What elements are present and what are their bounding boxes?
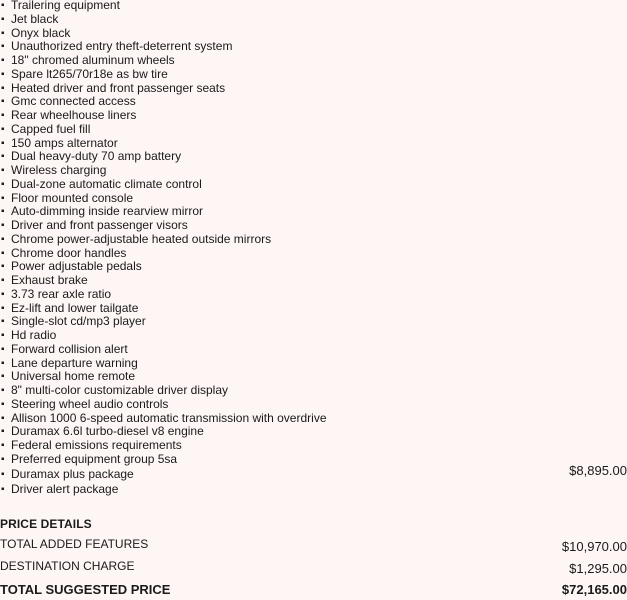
feature-label: Duramax plus package [11,466,134,481]
feature-label: Spare lt265/70r18e as bw tire [11,66,168,81]
feature-item [0,192,627,206]
destination-charge-value: $1,295.00 [569,561,627,576]
bullet-icon: ▪ [1,330,5,341]
bullet-icon: ▪ [1,206,5,218]
total-added-features-value: $10,970.00 [561,539,627,554]
feature-item [0,150,627,164]
feature-item [0,384,627,398]
feature-label: Trailering equipment [11,0,120,12]
bullet-icon: ▪ [1,468,5,480]
feature-label: Wireless charging [11,163,107,177]
feature-item [0,0,627,13]
feature-label: Dual heavy-duty 70 amp battery [11,149,182,164]
feature-label: 8" multi-color customizable driver display [11,383,229,397]
bullet-icon: ▪ [1,275,5,286]
feature-item [0,439,627,453]
feature-item [0,123,627,137]
total-suggested-price-value: $72,165.00 [561,582,627,597]
bullet-icon: ▪ [1,110,5,121]
feature-label: Dual-zone automatic climate control [11,176,202,191]
feature-item [0,54,627,68]
feature-label: Forward collision alert [11,341,128,356]
bullet-icon: ▪ [1,41,5,53]
feature-item [0,205,627,219]
feature-label: Chrome power-adjustable heated outside mirrors [11,231,272,246]
bullet-icon: ▪ [1,55,5,66]
feature-item [0,260,627,274]
feature-item [0,462,627,482]
feature-label: Rear wheelhouse liners [11,108,137,122]
feature-item [0,137,627,151]
feature-label: Heated driver and front passenger seats [11,80,226,95]
feature-label: Preferred equipment group 5sa [11,451,178,466]
bullet-icon: ▪ [1,178,5,190]
feature-item [0,453,627,467]
feature-label: Driver alert package [11,481,119,496]
feature-item [0,398,627,412]
feature-label: Unauthorized entry theft-deterrent system [11,39,233,54]
feature-label: Floor mounted console [11,190,134,205]
total-added-features-row [0,537,627,555]
feature-label: Onyx black [11,25,71,40]
feature-item [0,425,627,439]
feature-item [0,370,627,384]
feature-item [0,109,627,123]
feature-label: Power adjustable pedals [11,259,142,274]
bullet-icon: ▪ [1,192,5,204]
feature-label: Universal home remote [11,369,136,384]
bullet-icon: ▪ [1,96,5,108]
bullet-icon: ▪ [1,412,5,424]
bullet-icon: ▪ [1,440,5,451]
bullet-icon: ▪ [1,385,5,396]
feature-label: Exhaust brake [11,273,88,287]
feature-item [0,82,627,96]
feature-item [0,233,627,247]
feature-item [0,164,627,178]
bullet-icon: ▪ [1,288,5,300]
bullet-icon: ▪ [1,123,5,135]
feature-label: 3.73 rear axle ratio [11,286,112,301]
feature-item [0,219,627,233]
bullet-icon: ▪ [1,13,5,25]
bullet-icon: ▪ [1,233,5,245]
total-suggested-price-label: TOTAL SUGGESTED PRICE [0,582,171,597]
bullet-icon: ▪ [1,426,5,438]
destination-charge-label: DESTINATION CHARGE [0,559,135,573]
feature-item [0,13,627,27]
total-suggested-price-row [0,582,627,600]
feature-label: Single-slot cd/mp3 player [11,314,146,329]
feature-item [0,178,627,192]
feature-label: Steering wheel audio controls [11,396,169,411]
feature-item [0,40,627,54]
feature-item [0,27,627,41]
feature-item [0,412,627,426]
bullet-icon: ▪ [1,453,5,465]
feature-label: Allison 1000 6-speed automatic transmission with overdrive [11,410,327,425]
bullet-icon: ▪ [1,137,5,149]
feature-item [0,95,627,109]
bullet-icon: ▪ [1,302,5,314]
bullet-icon: ▪ [1,220,5,231]
bullet-icon: ▪ [1,151,5,163]
bullet-icon: ▪ [1,483,5,495]
feature-label: Gmc connected access [11,94,136,109]
feature-label: Hd radio [11,328,57,342]
feature-label: Driver and front passenger visors [11,218,188,232]
bullet-icon: ▪ [1,0,5,11]
feature-label: Capped fuel fill [11,121,91,136]
total-added-features-label: TOTAL ADDED FEATURES [0,537,149,551]
feature-item [0,68,627,82]
bullet-icon: ▪ [1,371,5,383]
bullet-icon: ▪ [1,165,5,176]
feature-label: 18" chromed aluminum wheels [11,53,175,67]
feature-item [0,315,627,329]
feature-price: $8,895.00 [569,462,627,478]
bullet-icon: ▪ [1,27,5,39]
destination-charge-row [0,559,627,577]
bullet-icon: ▪ [1,357,5,369]
feature-item [0,329,627,343]
feature-item [0,302,627,316]
feature-item [0,288,627,302]
bullet-icon: ▪ [1,68,5,80]
feature-item [0,343,627,357]
feature-label: 150 amps alternator [11,135,118,150]
feature-item [0,274,627,288]
feature-label: Ez-lift and lower tailgate [11,300,139,315]
feature-label: Jet black [11,11,59,26]
feature-label: Lane departure warning [11,355,138,370]
bullet-icon: ▪ [1,82,5,94]
bullet-icon: ▪ [1,247,5,259]
feature-item [0,357,627,371]
feature-label: Chrome door handles [11,245,127,260]
feature-label: Duramax 6.6l turbo-diesel v8 engine [11,424,204,439]
price-details-title: PRICE DETAILS [0,517,92,531]
bullet-icon: ▪ [1,261,5,273]
feature-label: Federal emissions requirements [11,438,182,452]
feature-label: Auto-dimming inside rearview mirror [11,204,204,219]
bullet-icon: ▪ [1,398,5,410]
feature-item [0,247,627,261]
bullet-icon: ▪ [1,343,5,355]
bullet-icon: ▪ [1,316,5,328]
feature-item [0,483,627,497]
